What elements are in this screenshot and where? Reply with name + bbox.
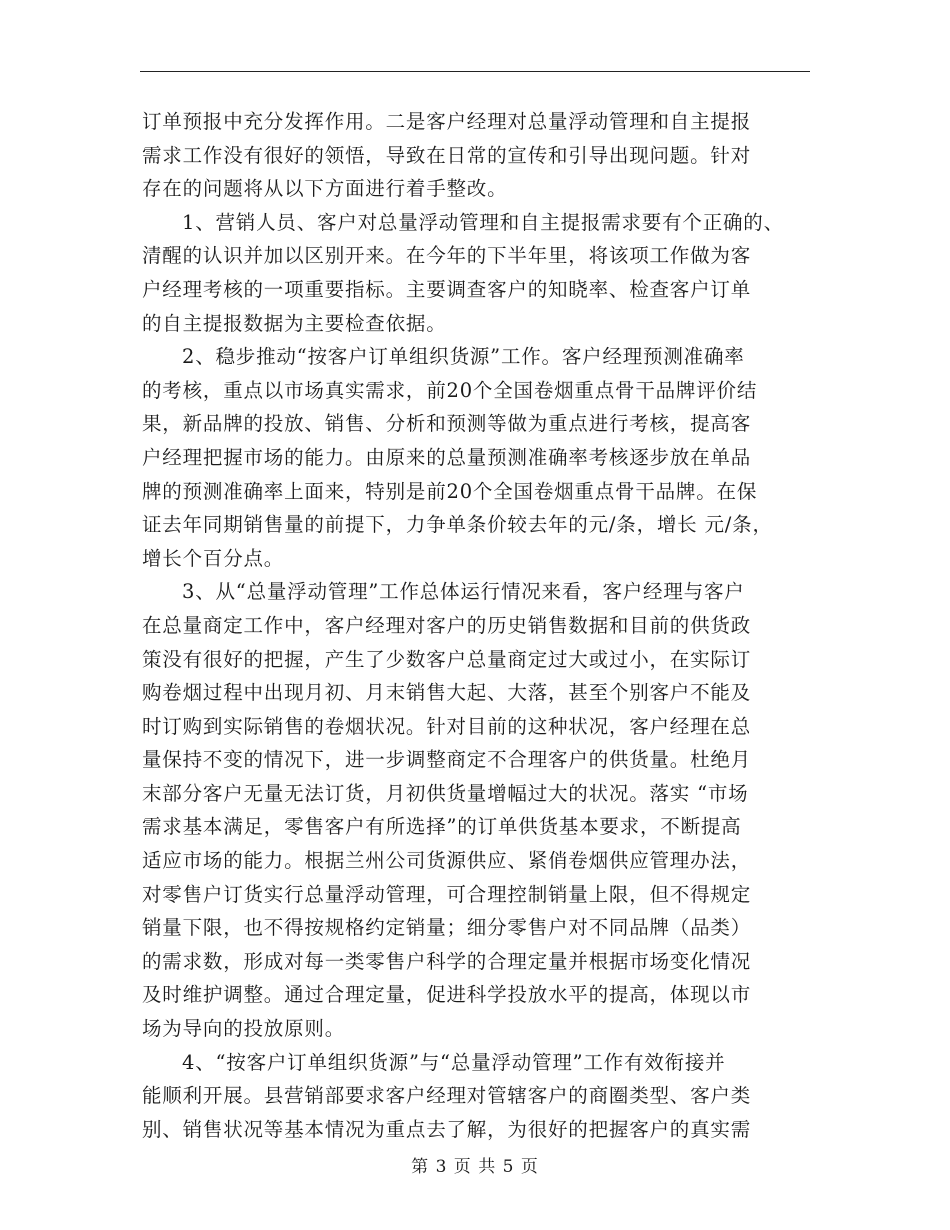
text-line: 销量下限，也不得按规格约定销量；细分零售户对不同品牌（品类）: [142, 916, 752, 940]
text-line: 户经理考核的一项重要指标。主要调查客户的知晓率、检查客户订单: [142, 277, 752, 301]
text-line: 需求基本满足，零售客户有所选择”的订单供货基本要求，不断提高: [142, 815, 742, 839]
text-line: 订单预报中充分发挥作用。二是客户经理对总量浮动管理和自主提报: [142, 110, 752, 133]
text-line: 清醒的认识并加以区别开来。在今年的下半年里，将该项工作做为客: [142, 244, 752, 268]
text-line: 需求工作没有很好的领悟，导致在日常的宣传和引导出现问题。针对: [142, 143, 752, 167]
text-line: 3、从“总量浮动管理”工作总体运行情况来看，客户经理与客户: [182, 580, 745, 604]
text-line: 的自主提报数据为主要检查依据。: [142, 311, 447, 335]
header-rule: [140, 71, 810, 72]
text-line: 的考核，重点以市场真实需求，前20个全国卷烟重点骨干品牌评价结: [142, 378, 758, 402]
page-footer: 第 3 页 共 5 页: [411, 1157, 539, 1177]
text-line: 牌的预测准确率上面来，特别是前20个全国卷烟重点骨干品牌。在保: [142, 479, 758, 503]
document-body: [142, 105, 812, 1146]
text-line: 末部分客户无量无法订货，月初供货量增幅过大的状况。落实 “市场: [142, 781, 749, 805]
text-line: 时订购到实际销售的卷烟状况。针对目前的这种状况，客户经理在总: [142, 714, 752, 738]
text-line: 在总量商定工作中，客户经理对客户的历史销售数据和目前的供货政: [142, 613, 752, 637]
text-line: 户经理把握市场的能力。由原来的总量预测准确率考核逐步放在单品: [142, 445, 752, 469]
text-line: 场为导向的投放原则。: [142, 1017, 346, 1041]
text-line: 对零售户订货实行总量浮动管理，可合理控制销量上限，但不得规定: [142, 882, 752, 906]
text-line: 能顺利开展。县营销部要求客户经理对管辖客户的商圈类型、客户类: [142, 1084, 752, 1108]
text-line: 购卷烟过程中出现月初、月末销售大起、大落，甚至个别客户不能及: [142, 681, 752, 705]
text-line: 果，新品牌的投放、销售、分析和预测等做为重点进行考核，提高客: [142, 412, 752, 436]
text-line: 2、稳步推动“按客户订单组织货源”工作。客户经理预测准确率: [182, 345, 745, 369]
text-line: 量保持不变的情况下，进一步调整商定不合理客户的供货量。杜绝月: [142, 748, 752, 772]
text-line: 证去年同期销售量的前提下，力争单条价较去年的元/条，增长 元/条，: [142, 513, 773, 537]
text-line: 及时维护调整。通过合理定量，促进科学投放水平的提高，体现以市: [142, 983, 752, 1007]
text-line: 1、营销人员、客户对总量浮动管理和自主提报需求要有个正确的、: [182, 210, 784, 234]
text-line: 适应市场的能力。根据兰州公司货源供应、紧俏卷烟供应管理办法，: [142, 849, 752, 873]
text-line: 增长个百分点。: [142, 546, 285, 570]
text-line: 存在的问题将从以下方面进行着手整改。: [142, 177, 508, 201]
text-line: 别、销售状况等基本情况为重点去了解，为很好的把握客户的真实需: [142, 1117, 752, 1141]
text-line: 的需求数，形成对每一类零售户科学的合理定量并根据市场变化情况: [142, 949, 752, 973]
text-line: 4、“按客户订单组织货源”与“总量浮动管理”工作有效衔接并: [182, 1050, 726, 1074]
text-line: 策没有很好的把握，产生了少数客户总量商定过大或过小，在实际订: [142, 647, 752, 671]
